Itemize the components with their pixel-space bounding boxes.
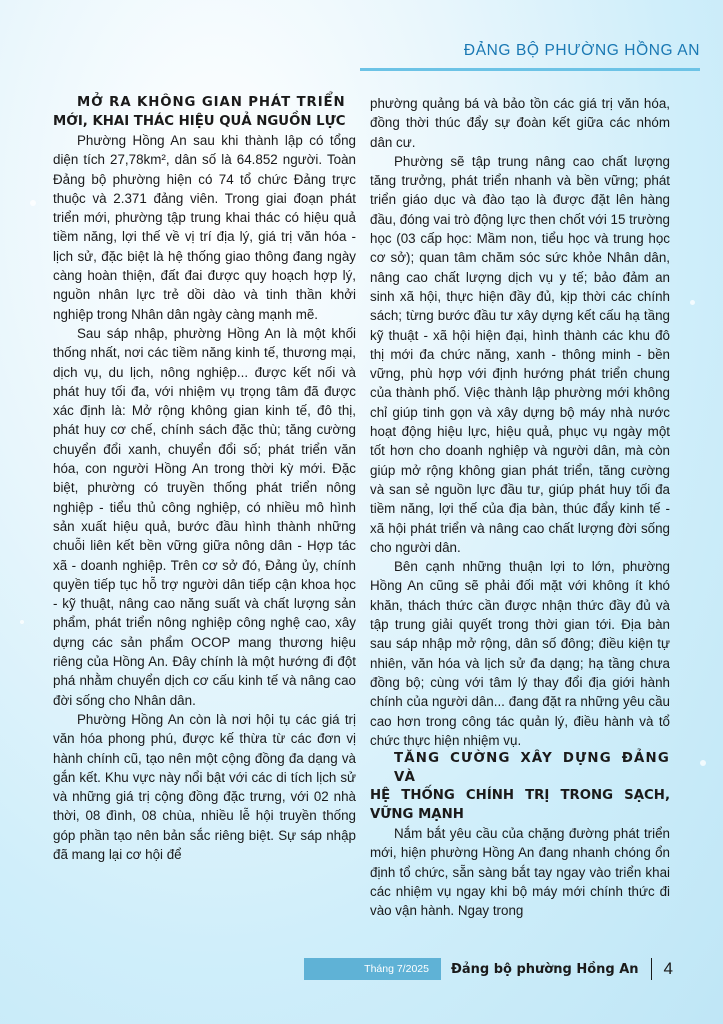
page-number: 4	[663, 959, 673, 978]
right-column	[370, 94, 670, 921]
publication-name: Đảng bộ phường Hồng An	[450, 961, 639, 977]
background-sparkle	[20, 620, 24, 624]
section-heading	[53, 94, 356, 131]
background-sparkle	[30, 200, 36, 206]
body-paragraph: phường quảng bá và bảo tồn các giá trị văn hóa, đồng thời thúc đẩy sự đoàn kết giữa các nhóm dân cư.	[370, 96, 670, 150]
footer-divider	[651, 958, 652, 980]
section-heading	[370, 750, 670, 824]
background-sparkle	[690, 300, 695, 305]
body-paragraph: Sau sáp nhập, phường Hồng An là một khối thống nhất, nơi các tiềm năng kinh tế, thương mại, dịch vụ, du lịch, nông nghiệp... được kết nối và phát huy tối đa, với nhiệm vụ trọng tâm đã được xác định là: Mở rộng không gian kinh tế, đô thị, phát huy cơ chế, chính sách đặc thù; tăng cường chuyển đổi xanh, chuyển đổi số; phát triển văn hóa, con người Hồng An trong thời kỳ mới. Đặc biệt, phường có truyền thống phát triển nông nghiệp - tiểu thủ công nghiệp, có nhiều mô hình sản xuất hiệu quả, bước đầu hình thành những chuỗi liên kết bền vững giữa nông dân - Hợp tác xã - doanh nghiệp. Trên cơ sở đó, Đảng ủy, chính quyền tiếp tục hỗ trợ người dân tiếp cận khoa học - kỹ thuật, nâng cao năng suất và chất lượng sản phẩm, phát triển nông nghiệp công nghệ cao, xây dựng các sản phẩm OCOP mang thương hiệu riêng của Hồng An. Đây chính là một hướng đi đột phá nhằm chuyển dịch cơ cấu kinh tế và nâng cao đời sống cho Nhân dân.	[53, 325, 356, 708]
body-paragraph: Phường Hồng An sau khi thành lập có tổng diện tích 27,78km², dân số là 64.852 người. Toàn Đảng bộ phường hiện có 74 tổ chức Đảng trực thuộc và 2.371 đảng viên. Trong giai đoạn phát triển mới, phường tập trung khai thác có hiệu quả tiềm năng, lợi thế về vị trí địa lý, giá trị văn hóa - lịch sử, đặc biệt là hệ thống giao thông đang ngày càng hoàn thiện, đất đai được quy hoạch hợp lý, nguồn nhân lực trẻ dồi dào và tinh thần khởi nghiệp trong Nhân dân ngày càng mạnh mẽ.	[53, 133, 356, 322]
background-sparkle	[700, 760, 706, 766]
section-heading-line: MỞ RA KHÔNG GIAN PHÁT TRIỂN	[77, 95, 346, 110]
running-header: ĐẢNG BỘ PHƯỜNG HỒNG AN	[360, 42, 700, 71]
body-paragraph: Phường Hồng An còn là nơi hội tụ các giá trị văn hóa phong phú, được kế thừa từ các đơn vị hành chính cũ, tạo nên một cộng đồng đa dạng và gắn kết. Khu vực này nổi bật với các di tích lịch sử và những giá trị cộng đồng đặc trưng, với 02 nhà thời, 08 đình, 08 chùa, nhiều lễ hội truyền thống góp phần tạo nên bản sắc riêng biệt. Sự sáp nhập đã mang lại cơ hội để	[53, 711, 356, 862]
section-heading-line: MỚI, KHAI THÁC HIỆU QUẢ NGUỒN LỰC	[53, 113, 346, 129]
body-paragraph: Bên cạnh những thuận lợi to lớn, phường Hồng An cũng sẽ phải đối mặt với không ít khó khăn, thách thức cần được nhận thức đầy đủ và tập trung giải quyết trong thời gian tới. Địa bàn sau sáp nhập mở rộng, dân số đông; điều kiện tự nhiên, văn hóa và lịch sử đa dạng; hạ tầng chưa đồng bộ; cùng với tâm lý thay đổi địa giới hành chính của người dân... đang đặt ra những yêu cầu cao hơn trong công tác quản lý, điều hành và tổ chức thực hiện nhiệm vụ.	[370, 559, 670, 748]
body-paragraph: Nắm bắt yêu cầu của chặng đường phát triển mới, hiện phường Hồng An đang nhanh chóng ổn định tổ chức, sẵn sàng bắt tay ngay vào triển khai các nhiệm vụ ngay khi bộ máy mới chính thức đi vào vận hành. Ngay trong	[370, 826, 670, 919]
left-column	[53, 94, 356, 864]
issue-date: Tháng 7/2025	[304, 958, 441, 980]
section-heading-line: TĂNG CƯỜNG XÂY DỰNG ĐẢNG VÀ	[394, 751, 670, 785]
section-heading-line: HỆ THỐNG CHÍNH TRỊ TRONG SẠCH, VỮNG MẠNH	[370, 788, 670, 822]
page-footer	[304, 954, 673, 984]
body-paragraph: Phường sẽ tập trung nâng cao chất lượng tăng trưởng, phát triển nhanh và bền vững; phát triển giáo dục và đào tạo là được đặt lên hàng đầu, đóng vai trò động lực then chốt với 15 trường học (03 cấp học: Mầm non, tiểu học và trung học cơ sở); quan tâm chăm sóc sức khỏe Nhân dân, nâng cao chất lượng dịch vụ y tế; bảo đảm an sinh xã hội, thực hiện đầy đủ, kịp thời các chính sách; từng bước đầu tư xây dựng kết cấu hạ tầng kỹ thuật - xã hội hiện đại, hình thành các khu đô thị mới đa chức năng, xanh - thông minh - bền vững, phù hợp với định hướng phát triển chung của thành phố. Việc thành lập phường mới không chỉ giúp tinh gọn và xây dựng bộ máy nhà nước hoạt động hiệu lực, hiệu quả, phục vụ ngày một tốt hơn cho doanh nghiệp và người dân, mà còn giúp mở rộng không gian phát triển, tăng cường và san sẻ nguồn lực đầu tư, giúp phát huy tối đa tiềm năng, lợi thế của địa bàn, thúc đẩy kinh tế - xã hội phát triển và nâng cao chất lượng đời sống cho người dân.	[370, 153, 670, 555]
